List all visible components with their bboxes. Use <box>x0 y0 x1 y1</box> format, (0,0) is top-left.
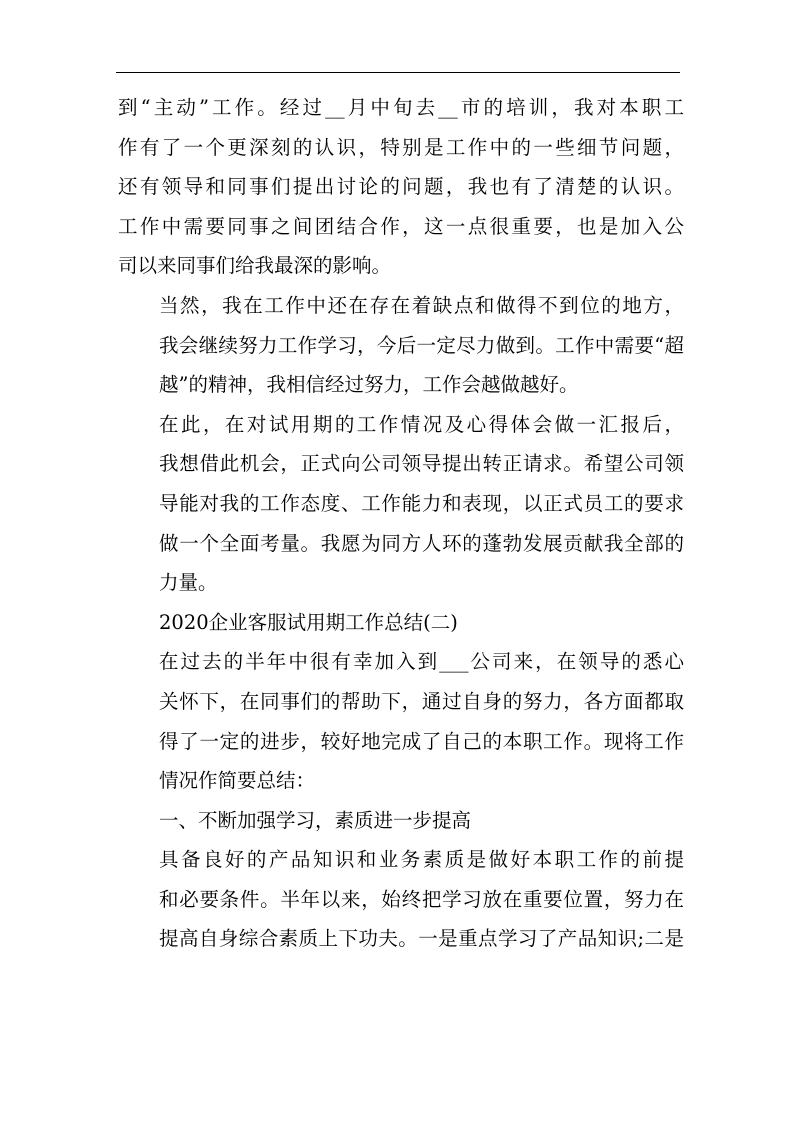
text-line: 当然，我在工作中还在存在着缺点和做得不到位的地方， <box>159 293 684 317</box>
paragraph <box>118 286 684 405</box>
text-line: 到“主动”工作。经过__月中旬去__市的培训，我对本职工 <box>118 96 684 119</box>
text-line: 提高自身综合素质上下功夫。一是重点学习了产品知识;二是 <box>159 927 684 951</box>
paragraph <box>118 642 684 800</box>
document-body <box>118 88 684 959</box>
text-line: 和必要条件。半年以来，始终把学习放在重要位置，努力在 <box>159 887 684 911</box>
paragraph <box>118 405 684 603</box>
paragraph <box>118 88 684 286</box>
paragraph <box>118 840 684 959</box>
text-line: 司以来同事们给我最深的影响。 <box>118 254 392 278</box>
text-line: 作有了一个更深刻的认识，特别是工作中的一些细节问题， <box>118 135 684 159</box>
text-line: 越”的精神，我相信经过努力，工作会越做越好。 <box>159 373 579 397</box>
text-line: 关怀下，在同事们的帮助下，通过自身的努力，各方面都取 <box>159 689 684 713</box>
text-line: 情况作简要总结： <box>159 769 316 793</box>
text-line: 导能对我的工作态度、工作能力和表现，以正式员工的要求 <box>159 491 684 515</box>
text-line: 力量。 <box>159 571 218 595</box>
text-line: 在此，在对试用期的工作情况及心得体会做一汇报后， <box>159 412 684 436</box>
section-title <box>118 603 684 643</box>
text-line: 一、不断加强学习，素质进一步提高 <box>159 808 472 832</box>
text-line: 工作中需要同事之间团结合作，这一点很重要，也是加入公 <box>118 214 684 238</box>
text-line: 2020企业客服试用期工作总结(二) <box>159 610 458 634</box>
text-line: 我会继续努力工作学习，今后一定尽力做到。工作中需要“超 <box>159 333 684 357</box>
text-line: 做一个全面考量。我愿为同方人环的蓬勃发展贡献我全部的 <box>159 531 684 555</box>
header-rule <box>116 72 680 73</box>
text-line: 还有领导和同事们提出讨论的问题，我也有了清楚的认识。 <box>118 175 684 199</box>
text-line: 我想借此机会，正式向公司领导提出转正请求。希望公司领 <box>159 452 684 476</box>
section-heading <box>118 801 684 841</box>
text-line: 具备良好的产品知识和业务素质是做好本职工作的前提 <box>159 848 684 872</box>
text-line: 在过去的半年中很有幸加入到___公司来，在领导的悉心 <box>159 650 684 674</box>
text-line: 得了一定的进步，较好地完成了自己的本职工作。现将工作 <box>159 729 684 753</box>
